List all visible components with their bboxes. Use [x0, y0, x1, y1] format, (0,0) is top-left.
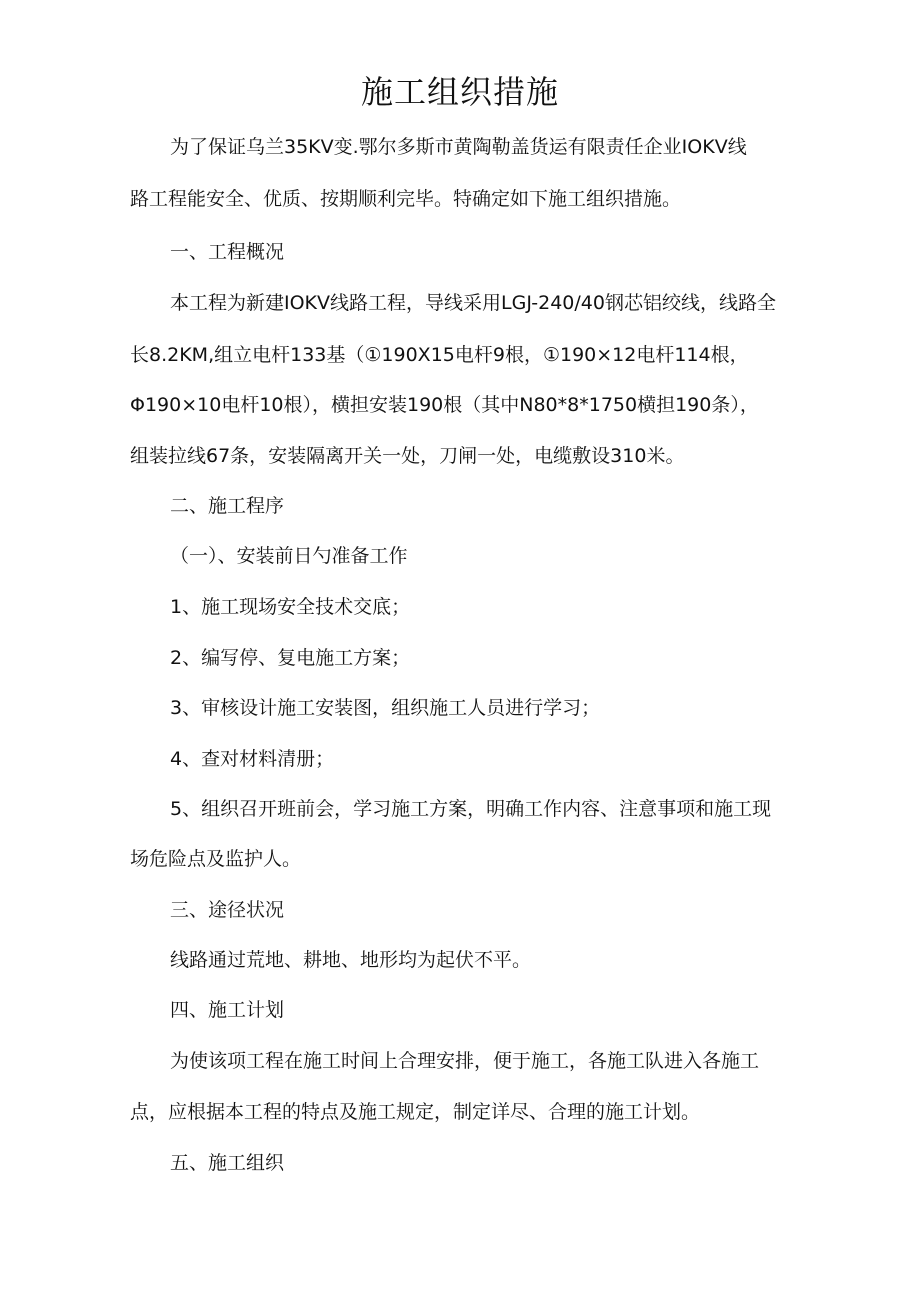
paragraph-line: 本工程为新建IOKV线路工程，导线采用LGJ-240/40钢芯铝绞线，线路全 — [170, 292, 776, 314]
paragraph-line: 路工程能安全、优质、按期顺利完毕。特确定如下施工组织措施。 — [130, 188, 682, 210]
paragraph-line: 线路通过荒地、耕地、地形均为起伏不平。 — [170, 949, 532, 971]
section-heading: 三、途径状况 — [170, 899, 285, 921]
section-heading: 一、工程概况 — [170, 241, 285, 263]
paragraph-line: 点，应根据本工程的特点及施工规定，制定详尽、合理的施工计划。 — [130, 1101, 701, 1123]
list-item-continuation: 场危险点及监护人。 — [130, 848, 302, 870]
list-item: 3、审核设计施工安装图，组织施工人员进行学习； — [170, 697, 601, 719]
section-heading: 四、施工计划 — [170, 999, 285, 1021]
list-item: 4、查对材料清册； — [170, 748, 335, 770]
page-title: 施工组织措施 — [360, 73, 559, 111]
list-item: 2、编写停、复电施工方案； — [170, 647, 411, 669]
paragraph-line: Φ190×10电杆10根），横担安装190根（其中N80*8*1750横担190条）， — [130, 394, 759, 416]
list-item: 1、施工现场安全技术交底； — [170, 596, 411, 618]
subsection-heading: （一）、安装前日勺准备工作 — [170, 545, 408, 567]
list-item: 5、组织召开班前会，学习施工方案，明确工作内容、注意事项和施工现 — [170, 798, 772, 820]
section-heading: 五、施工组织 — [170, 1152, 285, 1174]
paragraph-line: 长8.2KM,组立电杆133基（①190X15电杆9根，①190×12电杆114根， — [130, 344, 749, 366]
section-heading: 二、施工程序 — [170, 495, 285, 517]
paragraph-line: 组装拉线67条，安装隔离开关一处，刀闸一处，电缆敷设310米。 — [130, 445, 685, 467]
paragraph-line: 为使该项工程在施工时间上合理安排，便于施工，各施工队进入各施工 — [170, 1050, 760, 1072]
paragraph-line: 为了保证乌兰35KV变.鄂尔多斯市黄陶勒盖货运有限责任企业IOKV线 — [170, 136, 747, 158]
